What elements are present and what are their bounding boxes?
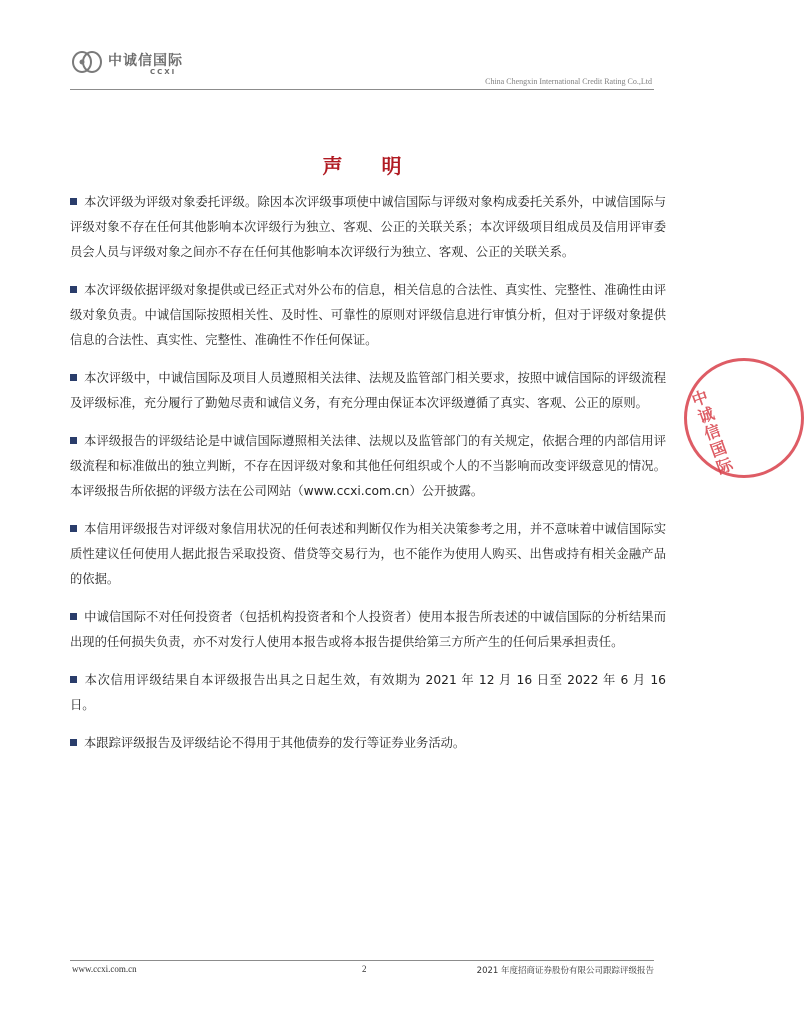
- square-bullet-icon: [70, 613, 77, 620]
- paragraph-text: 本次评级为评级对象委托评级。除因本次评级事项使中诚信国际与评级对象构成委托关系外，中诚信国际与评级对象不存在任何其他影响本次评级行为独立、客观、公正的关联关系；本次评级项目组成员及信用评审委员会人员与评级对象之间亦不存在任何其他影响本次评级行为独立、客观、公正的关联关系。: [70, 195, 666, 259]
- paragraph-text: 本评级报告的评级结论是中诚信国际遵照相关法律、法规以及监管部门的有关规定，依据合理的内部信用评级流程和标准做出的独立判断，不存在因评级对象和其他任何组织或个人的不当影响而改变评级意见的情况。本评级报告所依据的评级方法在公司网站（www.ccxi.com.cn）公开披露。: [70, 434, 666, 498]
- square-bullet-icon: [70, 374, 77, 381]
- company-logo: [70, 46, 210, 80]
- declaration-paragraph: [70, 605, 666, 655]
- paragraph-text: 本次评级中，中诚信国际及项目人员遵照相关法律、法规及监管部门相关要求，按照中诚信国际的评级流程及评级标准，充分履行了勤勉尽责和诚信义务，有充分理由保证本次评级遵循了真实、客观、公正的原则。: [70, 371, 666, 410]
- footer-website: www.ccxi.com.cn: [72, 964, 137, 974]
- header-divider: [70, 89, 654, 90]
- paragraph-text: 中诚信国际不对任何投资者（包括机构投资者和个人投资者）使用本报告所表述的中诚信国际的分析结果而出现的任何损失负责，亦不对发行人使用本报告或将本报告提供给第三方所产生的任何后果承担责任。: [70, 610, 666, 649]
- page-title: 声 明: [322, 154, 418, 178]
- declaration-paragraph: [70, 517, 666, 592]
- logo-chinese-name: 中诚信国际: [108, 53, 183, 69]
- declaration-paragraph: [70, 278, 666, 353]
- square-bullet-icon: [70, 437, 77, 444]
- page-number: 2: [362, 964, 367, 974]
- logo-emblem-icon: [70, 48, 106, 76]
- paragraph-text: 本次信用评级结果自本评级报告出具之日起生效，有效期为 2021 年 12 月 16 日至 2022 年 6 月 16 日。: [70, 673, 666, 712]
- logo-english-name: CCXI: [150, 68, 177, 76]
- declaration-paragraph: [70, 429, 666, 504]
- paragraph-text: 本次评级依据评级对象提供或已经正式对外公布的信息，相关信息的合法性、真实性、完整性、准确性由评级对象负责。中诚信国际按照相关性、及时性、可靠性的原则对评级信息进行审慎分析，但对于评级对象提供信息的合法性、真实性、完整性、准确性不作任何保证。: [70, 283, 666, 347]
- header-company-name: China Chengxin International Credit Rating Co.,Ltd: [485, 77, 652, 86]
- footer-report-title: 2021 年度招商证券股份有限公司跟踪评级报告: [476, 966, 654, 976]
- declaration-body: [70, 190, 666, 769]
- declaration-paragraph: [70, 668, 666, 718]
- footer-divider: [70, 960, 654, 961]
- square-bullet-icon: [70, 525, 77, 532]
- declaration-paragraph: [70, 366, 666, 416]
- paragraph-text: 本信用评级报告对评级对象信用状况的任何表述和判断仅作为相关决策参考之用，并不意味着中诚信国际实质性建议任何使用人据此报告采取投资、借贷等交易行为，也不能作为使用人购买、出售或持有相关金融产品的依据。: [70, 522, 666, 586]
- paragraph-text: 本跟踪评级报告及评级结论不得用于其他债券的发行等证券业务活动。: [84, 736, 466, 750]
- page-header: [0, 0, 724, 100]
- declaration-paragraph: [70, 190, 666, 265]
- seal-text: 中诚信国际: [687, 387, 736, 479]
- declaration-paragraph: [70, 731, 666, 756]
- square-bullet-icon: [70, 286, 77, 293]
- square-bullet-icon: [70, 739, 77, 746]
- square-bullet-icon: [70, 198, 77, 205]
- square-bullet-icon: [70, 676, 77, 683]
